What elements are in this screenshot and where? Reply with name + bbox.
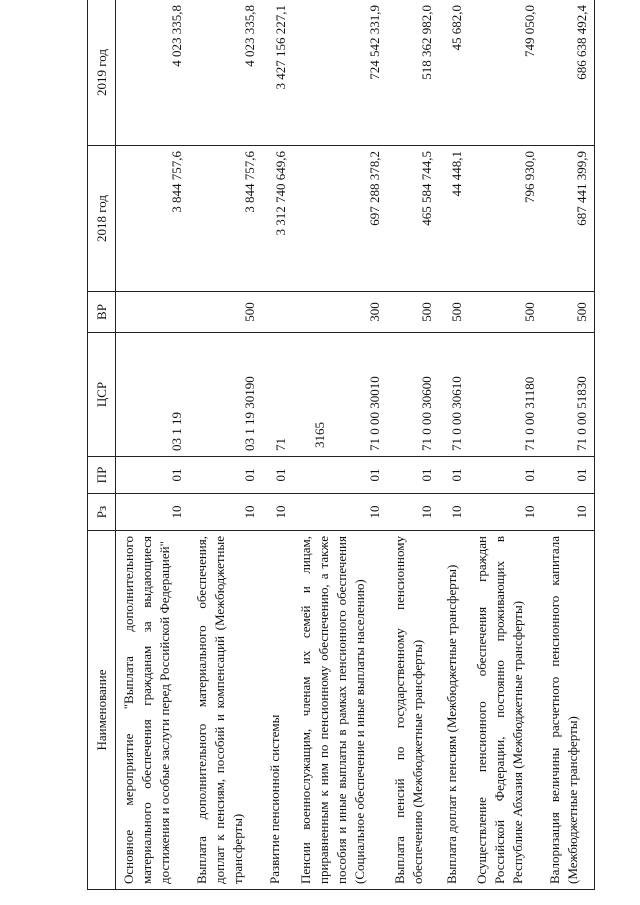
row-name: Развитие пенсионной системы <box>262 531 293 890</box>
row-2018: 687 441 399,9 <box>542 146 594 292</box>
table-row <box>439 0 470 890</box>
row-2019: 4 023 335,8 <box>116 0 190 146</box>
budget-table <box>87 0 595 890</box>
table-row <box>262 0 293 890</box>
row-2018: 3 844 757,6 <box>189 146 262 292</box>
row-name: Пенсии военнослужащим, членам их семей и лицам, приравненным к ним по пенсионному обеспечению, а также пособия и иные выплаты в рамках пенсионного обеспечения (Социальное обеспечение и иные выплаты населению) <box>293 531 387 890</box>
header-name: Наименование <box>88 531 116 890</box>
header-2018: 2018 год <box>88 146 116 292</box>
row-2019: 4 023 335,8 <box>189 0 262 146</box>
row-csr: 71 0 00 31180 <box>469 333 542 457</box>
table-row <box>293 0 387 890</box>
row-csr: 71 0 00 30600 <box>387 333 439 457</box>
header-pr: ПР <box>88 457 116 494</box>
row-rz: 10 <box>542 494 594 531</box>
row-2018: 3 844 757,6 <box>116 146 190 292</box>
table-row <box>387 0 439 890</box>
header-vr: ВР <box>88 292 116 333</box>
row-vr <box>262 292 293 333</box>
row-rz: 10 <box>116 494 190 531</box>
row-name: Основное мероприятие "Выплата дополнительного материального обеспечения гражданам за выдающиеся достижения и особые заслуги перед Российской Федерацией" <box>116 531 190 890</box>
row-2019: 518 362 982,0 <box>387 0 439 146</box>
row-pr: 01 <box>469 457 542 494</box>
row-vr <box>116 292 190 333</box>
row-vr: 500 <box>387 292 439 333</box>
row-rz: 10 <box>262 494 293 531</box>
row-csr: 71 0 00 51830 <box>542 333 594 457</box>
row-csr: 71 0 00 30010 <box>293 333 387 457</box>
row-vr: 300 <box>293 292 387 333</box>
header-rz: Рз <box>88 494 116 531</box>
table-row <box>469 0 542 890</box>
row-2018: 3 312 740 649,6 <box>262 146 293 292</box>
row-name: Выплата доплат к пенсиям (Межбюджетные трансферты) <box>439 531 470 890</box>
row-pr: 01 <box>542 457 594 494</box>
row-csr: 03 1 19 <box>116 333 190 457</box>
row-2019: 749 050,0 <box>469 0 542 146</box>
row-rz: 10 <box>387 494 439 531</box>
row-pr: 01 <box>116 457 190 494</box>
row-vr: 500 <box>439 292 470 333</box>
header-csr: ЦСР <box>88 333 116 457</box>
row-csr: 03 1 19 30190 <box>189 333 262 457</box>
row-rz: 10 <box>469 494 542 531</box>
row-pr: 01 <box>189 457 262 494</box>
row-rz: 10 <box>439 494 470 531</box>
row-name: Выплата пенсий по государственному пенсионному обеспечению (Межбюджетные трансферты) <box>387 531 439 890</box>
row-vr: 500 <box>542 292 594 333</box>
row-vr: 500 <box>469 292 542 333</box>
row-rz: 10 <box>189 494 262 531</box>
row-2019: 724 542 331,9 <box>293 0 387 146</box>
row-name: Выплата дополнительного материального обеспечения, доплат к пенсиям, пособий и компенсаций (Межбюджетные трансферты) <box>189 531 262 890</box>
row-vr: 500 <box>189 292 262 333</box>
row-2018: 44 448,1 <box>439 146 470 292</box>
table-row <box>189 0 262 890</box>
row-2019: 45 682,0 <box>439 0 470 146</box>
row-csr: 71 0 00 30610 <box>439 333 470 457</box>
row-name: Валоризация величины расчетного пенсионного капитала (Межбюджетные трансферты) <box>542 531 594 890</box>
row-2019: 686 638 492,4 <box>542 0 594 146</box>
rotated-table-area <box>87 5 595 890</box>
row-2019: 3 427 156 227,1 <box>262 0 293 146</box>
row-pr: 01 <box>293 457 387 494</box>
table-row <box>542 0 594 890</box>
row-csr: 71 <box>262 333 293 457</box>
row-pr: 01 <box>387 457 439 494</box>
header-2019: 2019 год <box>88 0 116 146</box>
row-pr: 01 <box>262 457 293 494</box>
row-2018: 465 584 744,5 <box>387 146 439 292</box>
row-2018: 796 930,0 <box>469 146 542 292</box>
row-pr: 01 <box>439 457 470 494</box>
page-number: 3165 <box>312 422 327 448</box>
row-rz: 10 <box>293 494 387 531</box>
table-header-row <box>88 0 116 890</box>
row-2018: 697 288 378,2 <box>293 146 387 292</box>
row-name: Осуществление пенсионного обеспечения граждан Российской Федерации, постоянно проживающих в Республике Абхазия (Межбюджетные трансферты) <box>469 531 542 890</box>
table-row <box>116 0 190 890</box>
